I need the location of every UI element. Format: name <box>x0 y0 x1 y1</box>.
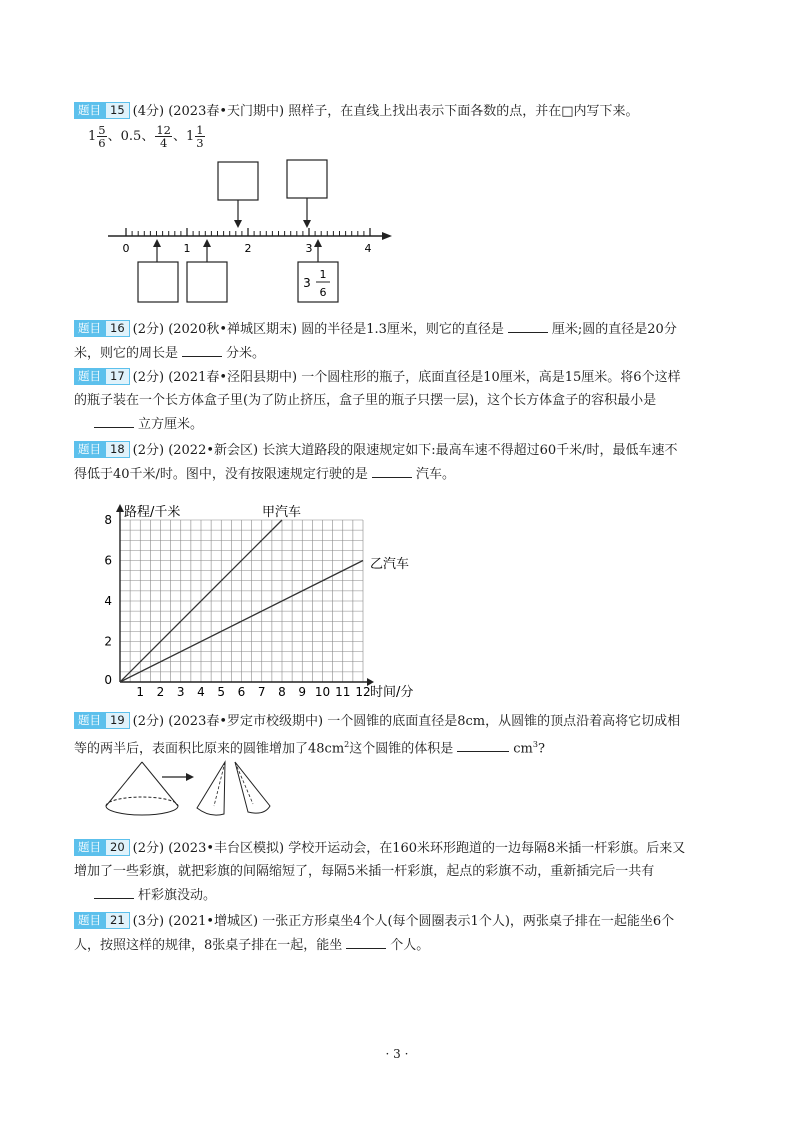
question-20: 题目 20 (2分) (2023•丰台区模拟) 学校开运动会，在160米环形跑道的一边每隔8米插一杆彩旗。后来又 增加了一些彩旗，就把彩旗的间隔缩短了，每隔5米插一杆彩旗，起点的彩旗不动，重新插完后一共有 杆彩旗没动。 <box>74 840 686 903</box>
cone-base-front <box>106 806 178 815</box>
question-18: 题目 18 (2分) (2022•新会区) 长滨大道路段的限速规定如下:最高车速不得超过60千米/时，最低车速不 得低于40千米/时。图中，没有按限速规定行驶的是 汽车。 <box>74 442 678 482</box>
example-denominator: 6 <box>319 286 327 299</box>
distance-time-chart <box>0 495 794 705</box>
y-axis-label: 路程/千米 <box>124 505 181 520</box>
half-cone-right <box>235 762 270 813</box>
arrow-head-icon <box>186 773 194 781</box>
cone-base-back <box>106 797 178 806</box>
half-cone-edge <box>214 762 225 806</box>
question-15 <box>74 100 724 123</box>
answer-blank[interactable] <box>508 317 548 333</box>
question-text: (4分) (2023春•天门期中) 照样子，在直线上找出表示下面各数的点，并在□内写下来。 <box>132 104 639 119</box>
x-tick-label: 4 <box>197 685 205 699</box>
x-tick-label: 7 <box>257 685 266 699</box>
answer-blank[interactable] <box>346 933 386 949</box>
fraction: $\frac{5}{6}$ <box>98 123 106 150</box>
example-numerator: 1 <box>319 268 327 281</box>
x-tick-label: 8 <box>278 685 286 699</box>
arrow-head-icon <box>203 239 211 247</box>
answer-box[interactable] <box>218 162 258 200</box>
answer-box[interactable] <box>187 262 227 302</box>
chart-tick-labels <box>104 513 370 699</box>
x-tick-label: 11 <box>335 685 351 699</box>
chart-grid <box>116 504 374 686</box>
x-axis-label: 时间/分 <box>370 685 414 700</box>
tick-label: 4 <box>364 242 372 255</box>
y-tick-label: 6 <box>104 553 112 568</box>
example-whole: 3 <box>303 276 311 290</box>
x-tick-label: 5 <box>217 685 226 699</box>
question-tag: 题目 18 <box>74 441 130 458</box>
question-21: 题目 21 (3分) (2021•增城区) 一张正方形桌坐4个人(每个圆圈表示1个人)，两张桌子排在一起能坐6个 人，按照这样的规律，8张桌子排在一起，能坐 个人。 <box>74 913 675 953</box>
y-tick-label: 2 <box>104 634 112 649</box>
question-tag: 题目 19 <box>74 712 130 729</box>
number-line-ticks <box>126 228 370 236</box>
y-axis-arrow-icon <box>116 504 124 512</box>
answer-blank[interactable] <box>182 341 222 357</box>
question-tag: 题目 21 <box>74 912 130 929</box>
x-tick-label: 10 <box>314 685 331 699</box>
x-tick-label: 9 <box>298 685 307 699</box>
y-tick-label: 0 <box>104 673 112 687</box>
x-tick-label: 3 <box>176 685 185 699</box>
arrow-right-icon <box>382 232 392 240</box>
answer-blank[interactable] <box>94 883 134 899</box>
numbers-list: 1 $\frac{5}{6}$ 、0.5、 $\frac{12}{4}$ 、1 $\frac{1}{3}$ <box>88 123 204 150</box>
series-label-yi: 乙汽车 <box>370 557 410 572</box>
question-tag: 题目 15 <box>74 102 130 119</box>
answer-blank[interactable] <box>372 462 412 478</box>
answer-box[interactable] <box>138 262 178 302</box>
arrow-head-icon <box>314 239 322 247</box>
question-tag: 题目 16 <box>74 320 130 337</box>
tick-label: 2 <box>244 242 252 255</box>
number-line-figure <box>0 150 794 310</box>
x-tick-label: 2 <box>156 685 165 699</box>
tick-label: 0 <box>122 242 130 255</box>
cone-side <box>142 762 178 806</box>
y-tick-label: 8 <box>104 513 112 527</box>
arrow-head-icon <box>303 220 311 228</box>
arrow-head-icon <box>234 220 242 228</box>
question-tag: 题目 17 <box>74 368 130 385</box>
page-number: · 3 · <box>385 1047 409 1061</box>
x-tick-label: 1 <box>136 685 145 699</box>
fraction: $\frac{12}{4}$ <box>156 123 171 150</box>
answer-box[interactable] <box>287 160 327 198</box>
answer-blank[interactable] <box>94 412 134 428</box>
tick-label: 1 <box>183 242 191 255</box>
question-tag: 题目 20 <box>74 839 130 856</box>
arrow-head-icon <box>153 239 161 247</box>
cone-figure <box>0 758 794 828</box>
fraction: $\frac{1}{3}$ <box>196 123 204 150</box>
series-label-jia: 甲汽车 <box>262 505 302 520</box>
question-16: 题目 16 (2分) (2020秋•禅城区期末) 圆的半径是1.3厘米，则它的直径是 厘米;圆的直径是20分 米，则它的周长是 分米。 <box>74 317 724 365</box>
x-tick-label: 6 <box>237 685 246 699</box>
x-tick-label: 12 <box>355 685 371 699</box>
half-cone-left <box>197 762 225 815</box>
y-tick-label: 4 <box>104 594 112 608</box>
answer-blank[interactable] <box>457 736 509 752</box>
cone-side <box>106 762 142 806</box>
question-19: 题目 19 (2分) (2023春•罗定市校级期中) 一个圆锥的底面直径是8cm，从圆锥的顶点沿着高将它切成相 等的两半后，表面积比原来的圆锥增加了$48cm^2$这个圆锥的体积是 $cm^3$? <box>74 713 681 757</box>
question-17: 题目 17 (2分) (2021春•泾阳县期中) 一个圆柱形的瓶子，底面直径是10厘米，高是15厘米。将6个这样 的瓶子装在一个长方体盒子里(为了防止挤压，盒子里的瓶子只摆一层)，这个长方体盒子的容积最小是 立方厘米。 <box>74 369 681 432</box>
tick-label: 3 <box>305 242 313 255</box>
